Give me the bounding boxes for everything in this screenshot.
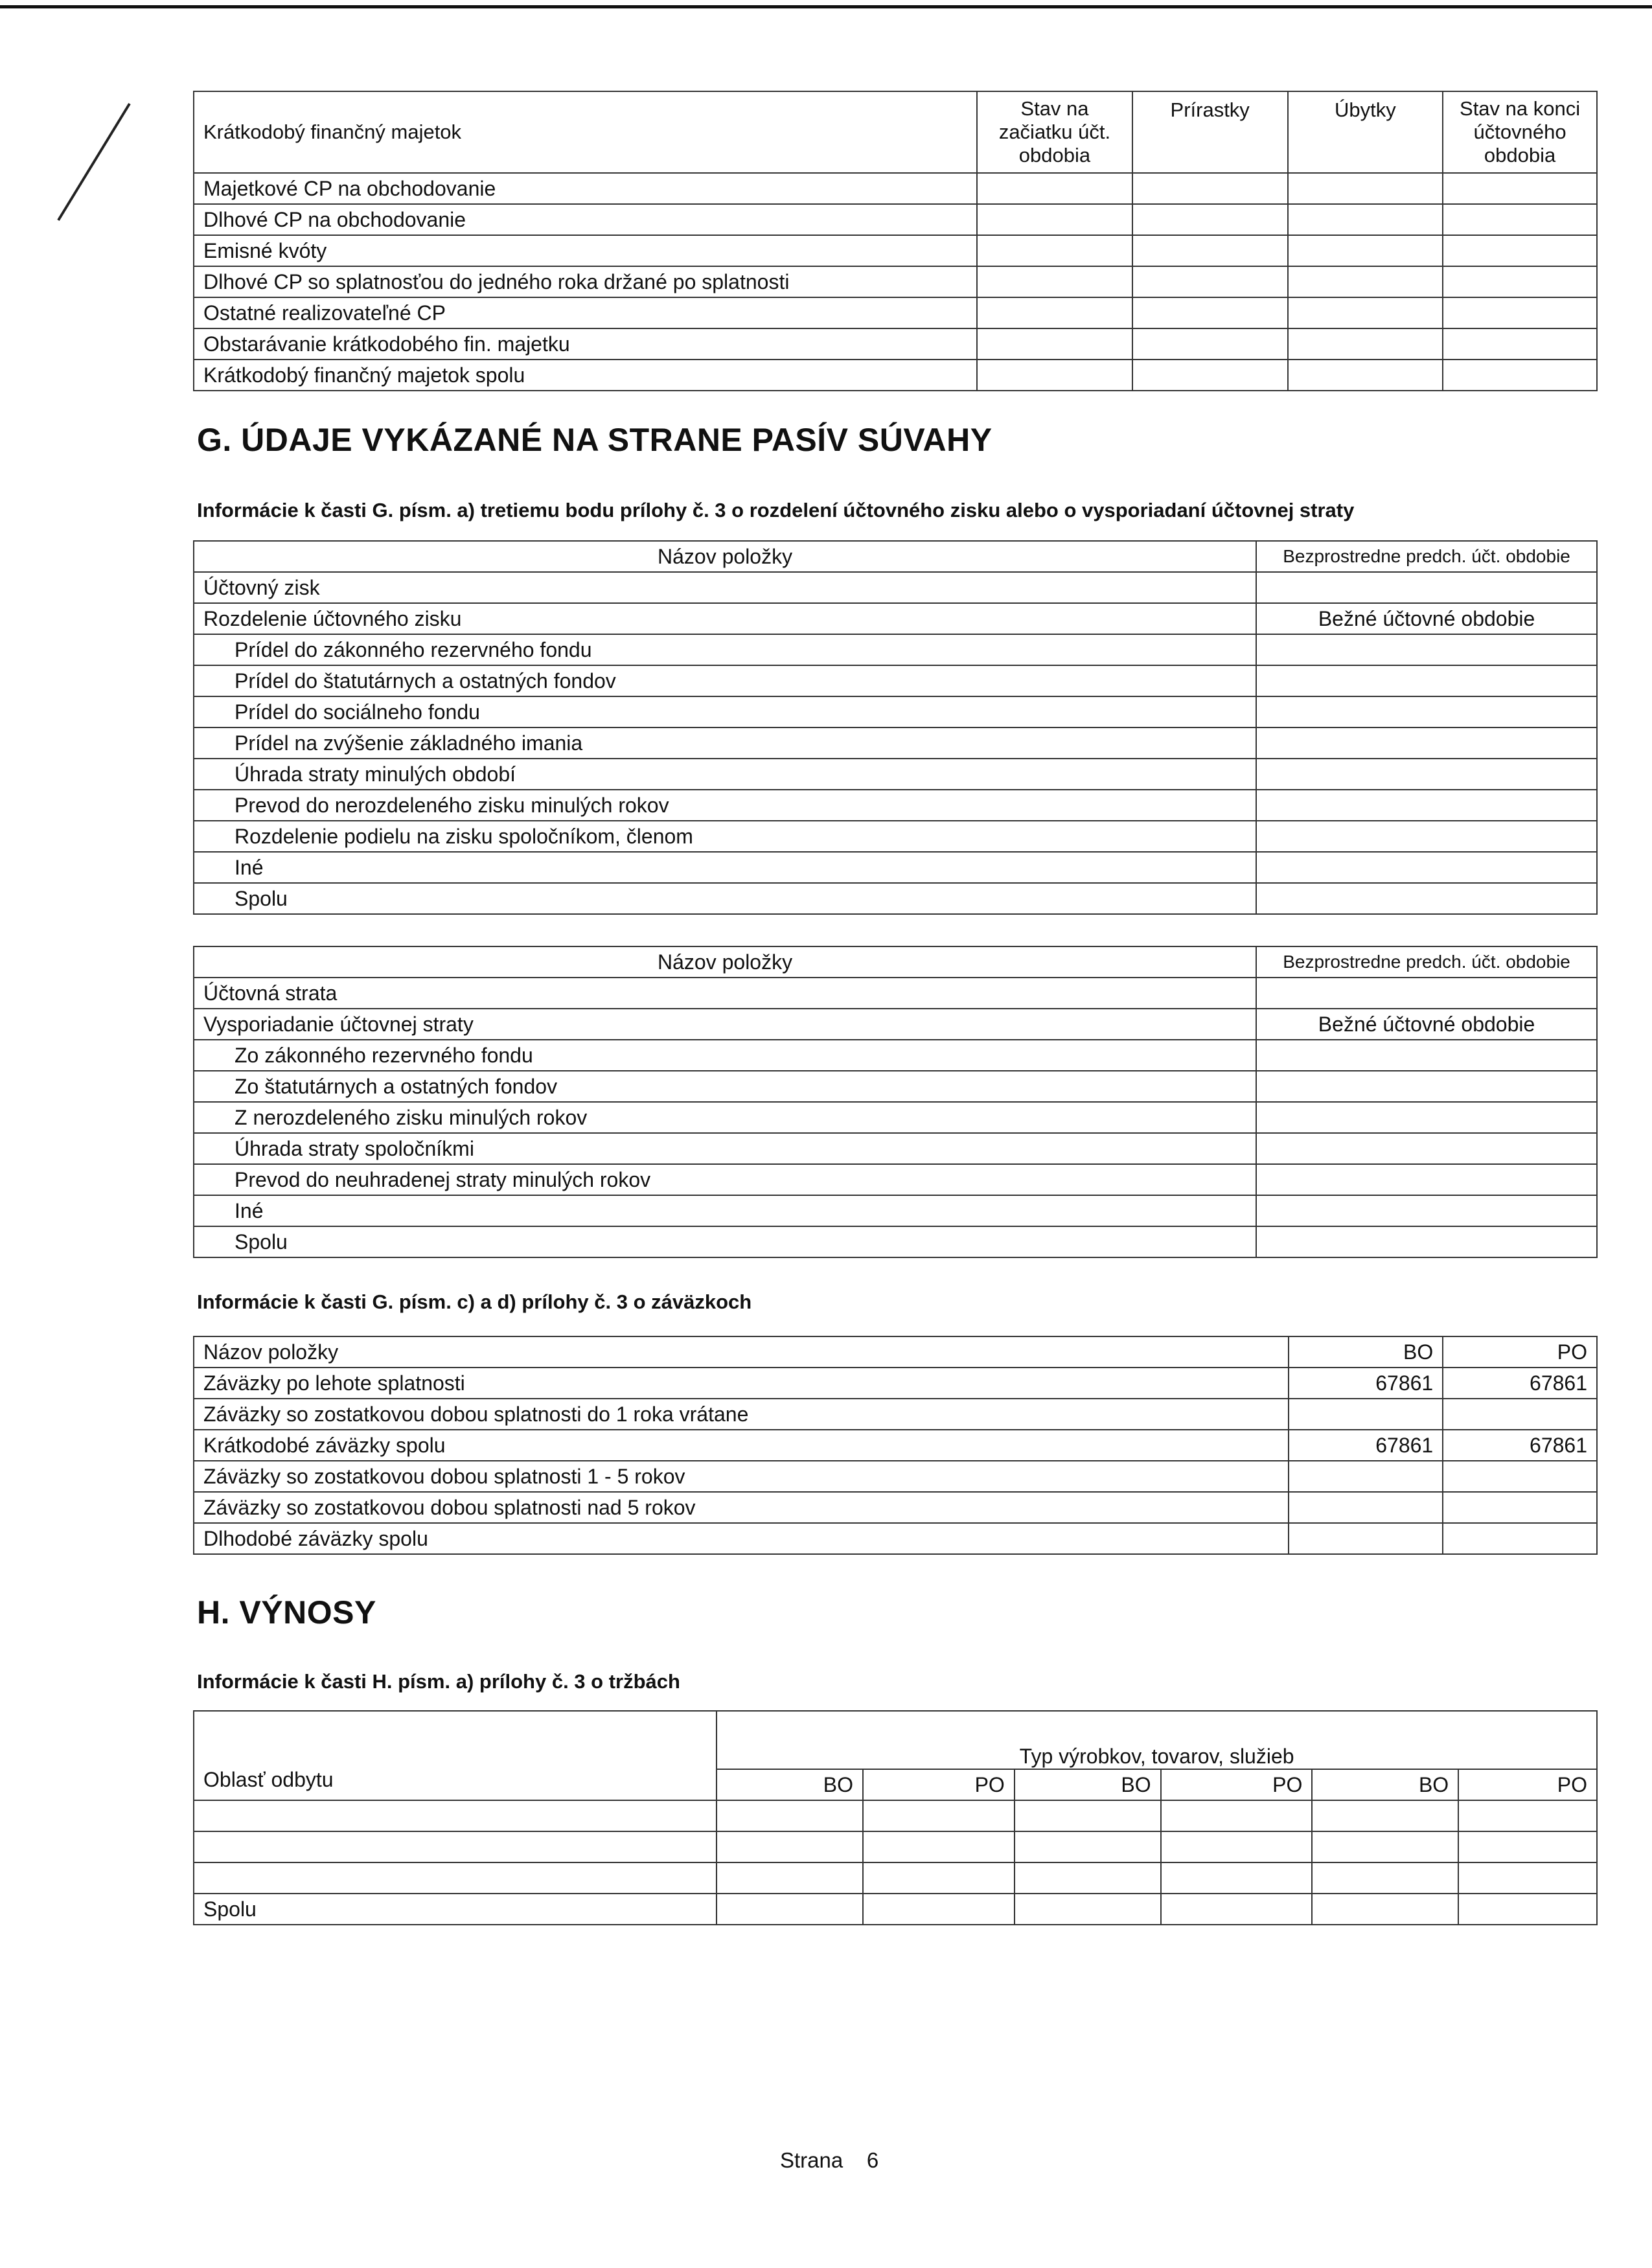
strata-item: Spolu	[194, 1226, 1256, 1257]
zisk-item: Prídel na zvýšenie základného imania	[194, 727, 1256, 759]
liab-row-bo	[1289, 1399, 1443, 1430]
strata-first-row: Účtovná strata	[194, 978, 1256, 1009]
kfm-row: Krátkodobý finančný majetok spolu	[194, 360, 977, 391]
zisk-item: Rozdelenie podielu na zisku spoločníkom, členom	[194, 821, 1256, 852]
liabilities-table	[193, 1336, 1598, 1555]
liabilities-subtitle: Informácie k časti G. písm. c) a d) prílohy č. 3 o záväzkoch	[197, 1290, 752, 1313]
zisk-item: Prídel do sociálneho fondu	[194, 696, 1256, 727]
strata-current-header: Bežné účtovné obdobie	[1256, 1009, 1597, 1040]
liab-row-bo: 67861	[1289, 1430, 1443, 1461]
strata-name-header: Názov položky	[194, 946, 1256, 978]
strata-item: Iné	[194, 1195, 1256, 1226]
page-number: 6	[866, 2148, 879, 2172]
liab-row-bo	[1289, 1523, 1443, 1554]
liab-row-po	[1443, 1399, 1597, 1430]
liab-row-bo	[1289, 1461, 1443, 1492]
liab-row-name: Záväzky so zostatkovou dobou splatnosti do 1 roka vrátane	[194, 1399, 1289, 1430]
zisk-item: Iné	[194, 852, 1256, 883]
kfm-header-disposals: Úbytky	[1288, 91, 1443, 173]
kfm-title: Krátkodobý finančný majetok	[194, 91, 977, 173]
revenue-col-header: BO	[1015, 1769, 1161, 1800]
liab-row-po: 67861	[1443, 1430, 1597, 1461]
strata-item: Zo zákonného rezervného fondu	[194, 1040, 1256, 1071]
zisk-current-header: Bežné účtovné obdobie	[1256, 603, 1597, 634]
zisk-first-row: Účtovný zisk	[194, 572, 1256, 603]
revenue-col-header: PO	[863, 1769, 1015, 1800]
zisk-group-row: Rozdelenie účtovného zisku	[194, 603, 1256, 634]
kfm-row: Obstarávanie krátkodobého fin. majetku	[194, 328, 977, 360]
liab-row-name: Záväzky so zostatkovou dobou splatnosti 1 - 5 rokov	[194, 1461, 1289, 1492]
liab-row-name: Záväzky po lehote splatnosti	[194, 1368, 1289, 1399]
section-h-title: H. VÝNOSY	[197, 1594, 376, 1631]
loss-settlement-table	[193, 946, 1598, 1258]
kfm-row: Ostatné realizovateľné CP	[194, 297, 977, 328]
revenue-total-label: Spolu	[194, 1894, 717, 1925]
liab-row-name: Krátkodobé záväzky spolu	[194, 1430, 1289, 1461]
liab-row-po: 67861	[1443, 1368, 1597, 1399]
kfm-row: Dlhové CP na obchodovanie	[194, 204, 977, 235]
section-g-title: G. ÚDAJE VYKÁZANÉ NA STRANE PASÍV SÚVAHY	[197, 422, 992, 458]
kfm-header-end: Stav na konci účtovného obdobia	[1443, 91, 1597, 173]
liab-row-name: Dlhodobé záväzky spolu	[194, 1523, 1289, 1554]
liab-po-header: PO	[1443, 1336, 1597, 1368]
kfm-row: Dlhové CP so splatnosťou do jedného roka držané po splatnosti	[194, 266, 977, 297]
kfm-header-start: Stav na začiatku účt. obdobia	[977, 91, 1132, 173]
zisk-item: Prevod do nerozdeleného zisku minulých rokov	[194, 790, 1256, 821]
kfm-row: Majetkové CP na obchodovanie	[194, 173, 977, 204]
zisk-name-header: Názov položky	[194, 541, 1256, 572]
revenue-col-header: BO	[1312, 1769, 1458, 1800]
kfm-row: Emisné kvóty	[194, 235, 977, 266]
revenue-col-header: BO	[717, 1769, 863, 1800]
revenue-col-header: PO	[1458, 1769, 1597, 1800]
liab-row-bo: 67861	[1289, 1368, 1443, 1399]
kfm-header-additions: Prírastky	[1132, 91, 1288, 173]
revenue-col-header: PO	[1161, 1769, 1313, 1800]
zisk-prev-header: Bezprostredne predch. účt. obdobie	[1256, 541, 1597, 572]
section-g-subtitle: Informácie k časti G. písm. a) tretiemu bodu prílohy č. 3 o rozdelení účtovného zisku alebo o vysporiadaní účtovnej straty	[197, 499, 1355, 521]
page-label: Strana	[780, 2148, 843, 2172]
strata-prev-header: Bezprostredne predch. účt. obdobie	[1256, 946, 1597, 978]
liab-name-header: Názov položky	[194, 1336, 1289, 1368]
revenue-table	[193, 1710, 1598, 1925]
strata-item: Zo štatutárnych a ostatných fondov	[194, 1071, 1256, 1102]
strata-group-row: Vysporiadanie účtovnej straty	[194, 1009, 1256, 1040]
pen-stroke-mark	[39, 91, 155, 233]
section-h-subtitle: Informácie k časti H. písm. a) prílohy č. 3 o tržbách	[197, 1670, 680, 1693]
top-border-line	[0, 5, 1652, 8]
page-footer	[780, 2148, 878, 2173]
zisk-item: Prídel do štatutárnych a ostatných fondov	[194, 665, 1256, 696]
short-term-financial-assets-table	[193, 91, 1598, 391]
zisk-item: Spolu	[194, 883, 1256, 914]
liab-row-po	[1443, 1461, 1597, 1492]
strata-item: Úhrada straty spoločníkmi	[194, 1133, 1256, 1164]
liab-row-bo	[1289, 1492, 1443, 1523]
profit-distribution-table	[193, 540, 1598, 915]
liab-bo-header: BO	[1289, 1336, 1443, 1368]
revenue-area-label: Oblasť odbytu	[194, 1711, 717, 1800]
zisk-item: Úhrada straty minulých období	[194, 759, 1256, 790]
strata-item: Prevod do neuhradenej straty minulých rokov	[194, 1164, 1256, 1195]
zisk-item: Prídel do zákonného rezervného fondu	[194, 634, 1256, 665]
strata-item: Z nerozdeleného zisku minulých rokov	[194, 1102, 1256, 1133]
liab-row-name: Záväzky so zostatkovou dobou splatnosti nad 5 rokov	[194, 1492, 1289, 1523]
revenue-type-header: Typ výrobkov, tovarov, služieb	[717, 1711, 1597, 1769]
liab-row-po	[1443, 1492, 1597, 1523]
liab-row-po	[1443, 1523, 1597, 1554]
